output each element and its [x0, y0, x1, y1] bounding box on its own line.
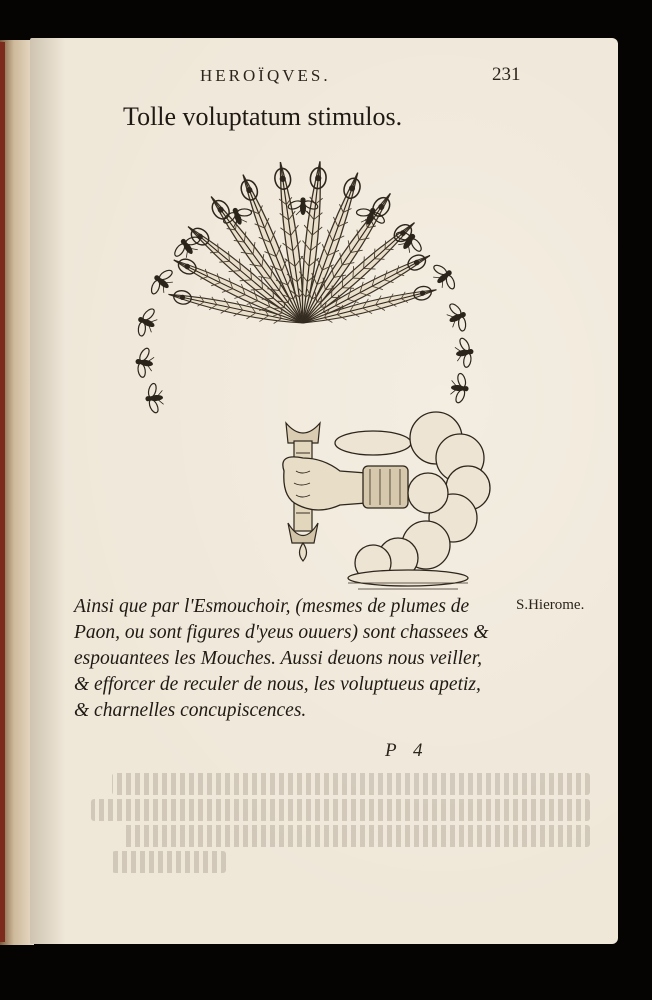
emblem-explanation	[74, 594, 524, 724]
caption-line: Ainsi que par l'Esmouchoir, (mesmes de plumes de	[74, 596, 470, 617]
emblem-woodcut-icon	[108, 153, 498, 593]
page-number: 231	[492, 64, 521, 85]
facing-page-edge	[0, 40, 34, 945]
caption-line: Paon, ou sont figures d'yeus ouuers) sont chassees &	[74, 622, 489, 643]
running-head: HEROÏQVES.	[200, 66, 331, 85]
caption-line: espouantees les Mouches. Aussi deuons nous veiller,	[74, 648, 482, 669]
page-header	[30, 62, 618, 92]
show-through-text	[70, 773, 590, 877]
caption-line: & efforcer de reculer de nous, les voluptueus apetiz,	[74, 674, 481, 695]
signature-mark: P 4	[385, 740, 429, 761]
book-cover-edge	[0, 42, 5, 942]
emblem-motto: Tolle voluptatum stimulos.	[123, 102, 403, 131]
caption-line: & charnelles concupiscences.	[74, 700, 307, 721]
book-page	[30, 38, 618, 944]
margin-note: S.Hierome.	[516, 597, 585, 613]
